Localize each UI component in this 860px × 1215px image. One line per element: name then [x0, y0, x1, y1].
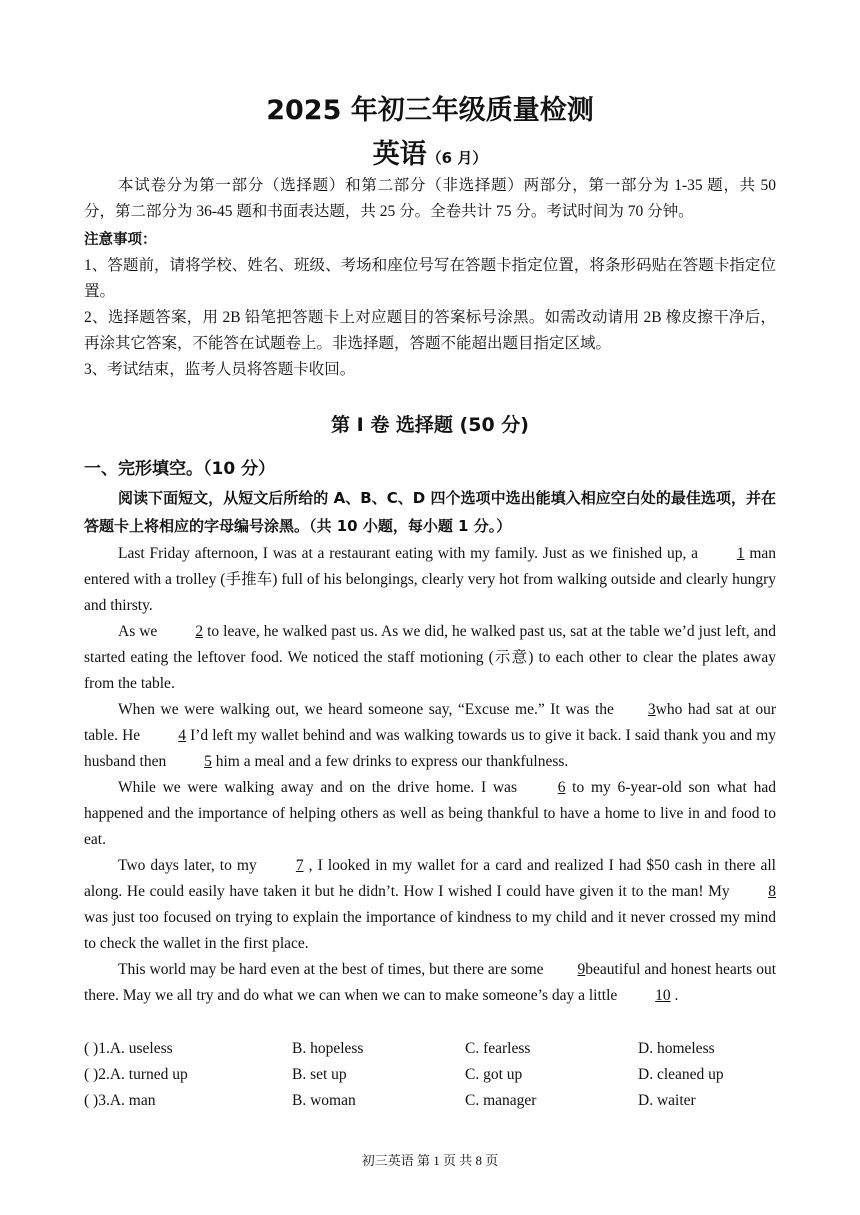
question-option-a: ( )1.A. useless — [84, 1040, 173, 1057]
part-title: 一、完形填空。（10 分） — [84, 459, 276, 479]
question-option-b: B. woman — [292, 1092, 356, 1109]
question-option-a: ( )3.A. man — [84, 1092, 156, 1109]
question-option-b: B. set up — [292, 1066, 347, 1083]
note-item: 1、答题前，请将学校、姓名、班级、考场和座位号写在答题卡指定位置，将条形码贴在答题卡指定位置。 — [84, 257, 776, 300]
question-row — [84, 1066, 784, 1092]
passage-paragraph: Last Friday afternoon, I was at a restaurant eating with my family. Just as we finished up, a 1 man entered with a trolley (手推车) full of his belongings, clearly very hot from walking outside and clearly hungry and thirsty. — [84, 541, 776, 619]
passage-paragraph: Two days later, to my 7 , I looked in my wallet for a card and realized I had $50 cash in there all along. He could easily have taken it but he didn’t. How I wished I could have given it to the man! My 8 was just too focused on trying to explain the importance of kindness to my child and it never crossed my mind to check the wallet in the first place. — [84, 853, 776, 957]
question-option-b: B. hopeless — [292, 1040, 364, 1057]
question-row — [84, 1092, 784, 1118]
blank-1: 1 — [736, 545, 745, 562]
question-option-d: D. waiter — [638, 1092, 696, 1109]
question-option-d: D. cleaned up — [638, 1066, 724, 1083]
blank-7: 7 — [295, 857, 304, 874]
cloze-passage — [84, 541, 776, 1009]
question-option-c: C. fearless — [465, 1040, 531, 1057]
notes-section — [84, 227, 776, 383]
exam-title: 2025 年初三年级质量检测 — [266, 95, 594, 126]
note-item: 2、选择题答案，用 2B 铅笔把答题卡上对应题目的答案标号涂黑。如需改动请用 2B 橡皮擦干净后，再涂其它答案，不能答在试题卷上。非选择题，答题不能超出题目指定区域。 — [84, 309, 776, 352]
exam-subject — [0, 132, 860, 171]
passage-paragraph: While we were walking away and on the drive home. I was 6 to my 6-year-old son what had happened and the importance of helping others as well as being thankful to have a home to live in and food to eat. — [84, 775, 776, 853]
section-title: 第 I 卷 选择题 (50 分) — [331, 414, 529, 436]
passage-paragraph: As we 2 to leave, he walked past us. As we did, he walked past us, sat at the table we’d just left, and started eating the leftover food. We noticed the staff motioning (示意) to each other to clear the plates away from the table. — [84, 619, 776, 697]
question-option-a: ( )2.A. turned up — [84, 1066, 188, 1083]
page-footer: 初三英语 第 1 页 共 8 页 — [361, 1153, 499, 1168]
question-row — [84, 1040, 784, 1066]
blank-3: 3 — [647, 701, 656, 718]
question-option-d: D. homeless — [638, 1040, 715, 1057]
notes-heading: 注意事项： — [84, 232, 157, 248]
blank-9: 9 — [577, 961, 586, 978]
blank-6: 6 — [557, 779, 566, 796]
passage-paragraph: When we were walking out, we heard someone say, “Excuse me.” It was the 3who had sat at our table. He 4 I’d left my wallet behind and was walking towards us to give it back. I said thank you and my husband then 5 him a meal and a few drinks to express our thankfulness. — [84, 697, 776, 775]
blank-8: 8 — [768, 883, 776, 900]
part-instructions: 阅读下面短文，从短文后所给的 A、B、C、D 四个选项中选出能填入相应空白处的最佳选项，并在答题卡上将相应的字母编号涂黑。（共 10 小题，每小题 1 分。） — [84, 489, 776, 535]
passage-paragraph: This world may be hard even at the best of times, but there are some 9beautiful and honest hearts out there. May we all try and do what we can when we can to make someone’s day a little 10 . — [84, 957, 776, 1009]
question-option-c: C. got up — [465, 1066, 523, 1083]
blank-4: 4 — [178, 727, 186, 744]
exam-intro: 本试卷分为第一部分（选择题）和第二部分（非选择题）两部分，第一部分为 1-35 题，共 50 分，第二部分为 36-45 题和书面表达题，共 25 分。全卷共计 75 分。考试时间为 70 分钟。 — [84, 177, 776, 220]
blank-5: 5 — [204, 753, 212, 770]
blank-10: 10 — [655, 987, 671, 1004]
note-item: 3、考试结束，监考人员将答题卡收回。 — [84, 361, 356, 378]
question-option-c: C. manager — [465, 1092, 537, 1109]
blank-2: 2 — [195, 623, 204, 640]
subject-month-note: （6 月） — [426, 149, 488, 167]
subject-label: 英语 — [372, 139, 427, 170]
